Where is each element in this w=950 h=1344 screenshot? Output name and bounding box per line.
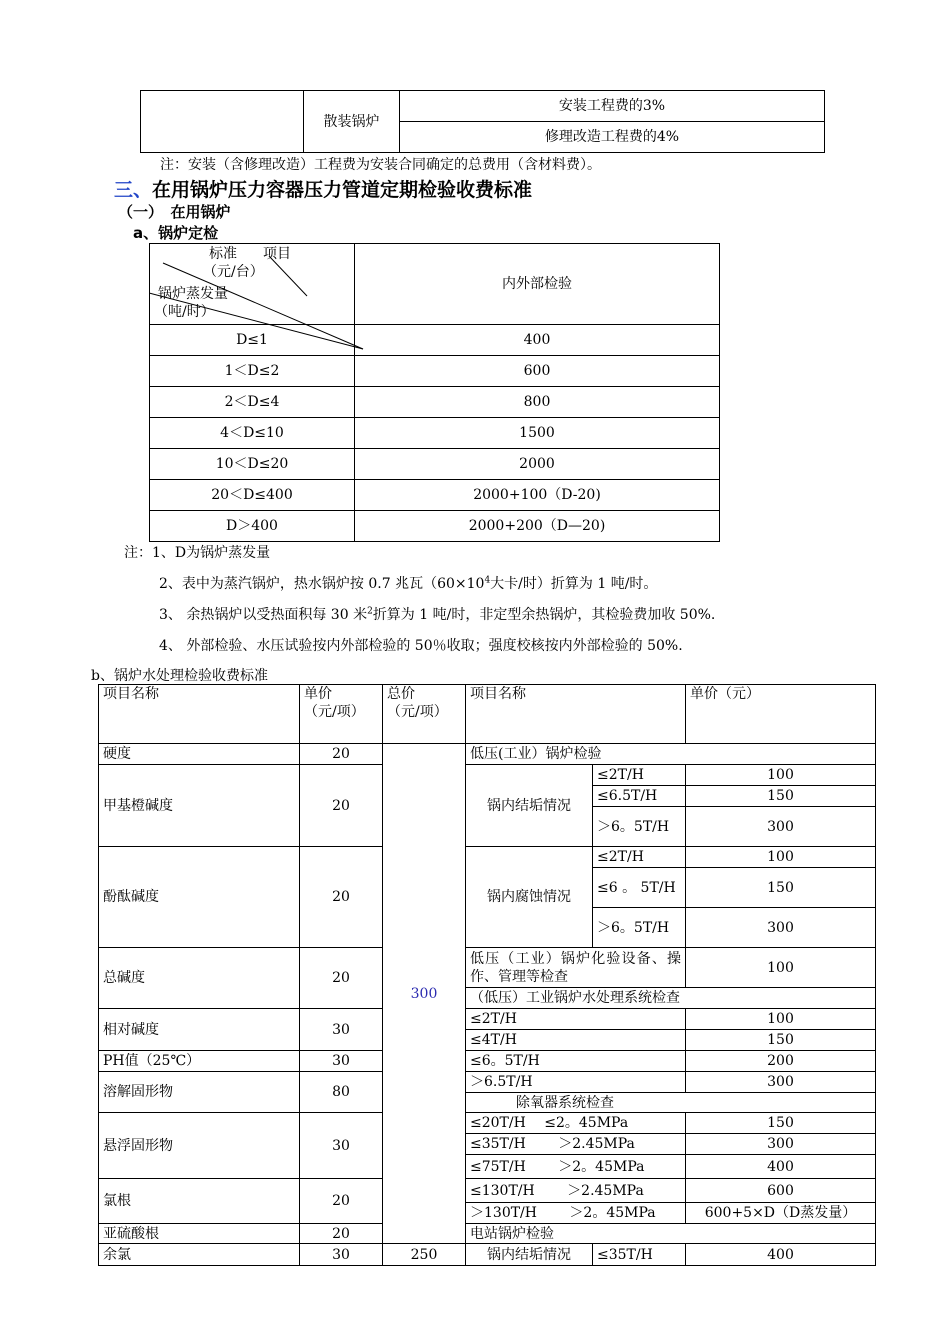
item-price: 30 bbox=[300, 1009, 383, 1051]
station-scale-condition: ≤35T/H bbox=[593, 1244, 686, 1266]
price: 150 bbox=[686, 1030, 876, 1051]
condition: ≤130T/H ＞2.45MPa bbox=[466, 1179, 686, 1203]
note-2-text-end: 大卡/时）折算为 1 吨/时。 bbox=[490, 576, 658, 592]
price: 100 bbox=[686, 847, 876, 868]
price: 150 bbox=[686, 868, 876, 908]
header-total-price-label: 总价 bbox=[387, 686, 415, 702]
fee-value: 400 bbox=[355, 325, 720, 356]
condition: ≤20T/H ≤2。45MPa bbox=[466, 1113, 686, 1134]
total-price-250: 250 bbox=[383, 1244, 466, 1266]
top-note: 注：安装（含修理改造）工程费为安装合同确定的总费用（含材料费）。 bbox=[160, 157, 601, 173]
price: 150 bbox=[686, 786, 876, 807]
price: 400 bbox=[686, 1155, 876, 1179]
item-name: 亚硫酸根 bbox=[99, 1224, 300, 1244]
item-name: 甲基橙碱度 bbox=[99, 765, 300, 847]
corrosion-label: 锅内腐蚀情况 bbox=[466, 847, 593, 948]
capacity-range: 1＜D≤2 bbox=[150, 356, 355, 387]
header-total-price bbox=[383, 685, 466, 744]
capacity-range: 20＜D≤400 bbox=[150, 480, 355, 511]
repair-fee-rate: 修理改造工程费的4% bbox=[400, 122, 825, 153]
condition: ≤6 。 5T/H bbox=[593, 868, 686, 908]
low-pressure-boiler-title: 低压(工业）锅炉检验 bbox=[466, 744, 876, 765]
header-unit-price-label: 单价 bbox=[304, 686, 332, 702]
item-name: 相对碱度 bbox=[99, 1009, 300, 1051]
fee-value: 2000 bbox=[355, 449, 720, 480]
scattered-boiler-label: 散装锅炉 bbox=[304, 91, 400, 153]
station-boiler-title: 电站锅炉检验 bbox=[466, 1224, 876, 1244]
header-item-name-2: 项目名称 bbox=[466, 685, 686, 744]
capacity-range: 10＜D≤20 bbox=[150, 449, 355, 480]
header-unit-price bbox=[300, 685, 383, 744]
note-4: 4、 外部检验、水压试验按内外部检验的 50％收取；强度校核按内外部检验的 50%. bbox=[159, 638, 683, 654]
condition: ＞130T/H ＞2。45MPa bbox=[466, 1203, 686, 1224]
item-name: 悬浮固形物 bbox=[99, 1113, 300, 1179]
condition: ≤6.5T/H bbox=[593, 786, 686, 807]
condition: ≤4T/H bbox=[466, 1030, 686, 1051]
fee-value: 1500 bbox=[355, 418, 720, 449]
item-price: 20 bbox=[300, 1224, 383, 1244]
header-standard-label: 标准 bbox=[209, 246, 237, 262]
install-fee-rate: 安装工程费的3% bbox=[400, 91, 825, 122]
lab-check-label: 低压（工业）锅炉化验设备、操作、管理等检查 bbox=[466, 948, 686, 988]
capacity-range: 2＜D≤4 bbox=[150, 387, 355, 418]
header-unit-price-unit: （元/项） bbox=[304, 704, 365, 720]
price: 300 bbox=[686, 807, 876, 847]
note-2-superscript: 4 bbox=[484, 575, 491, 586]
total-price-300: 300 bbox=[383, 744, 466, 1244]
fee-value: 2000+100（D-20) bbox=[355, 480, 720, 511]
condition: ≤75T/H ＞2。45MPa bbox=[466, 1155, 686, 1179]
note-3-text: 3、 余热锅炉以受热面积每 30 米 bbox=[159, 607, 368, 623]
item-name: PH值（25℃） bbox=[99, 1051, 300, 1072]
subsection-b-heading: b、锅炉水处理检验收费标准 bbox=[91, 668, 268, 684]
price: 100 bbox=[686, 1009, 876, 1030]
deaerator-title: 除氧器系统检查 bbox=[466, 1093, 876, 1113]
item-price: 30 bbox=[300, 1113, 383, 1179]
condition: ≤35T/H ＞2.45MPa bbox=[466, 1134, 686, 1155]
water-treatment-fee-table bbox=[98, 684, 876, 1266]
header-unit-label: （元/台） bbox=[203, 264, 264, 280]
note-2-text: 2、表中为蒸汽锅炉，热水锅炉按 0.7 兆瓦（60×10 bbox=[159, 576, 485, 592]
price: 600+5×D（D蒸发量） bbox=[686, 1203, 876, 1224]
condition: ≤2T/H bbox=[466, 1009, 686, 1030]
price: 200 bbox=[686, 1051, 876, 1072]
header-item-name: 项目名称 bbox=[99, 685, 300, 744]
header-item-label: 项目 bbox=[263, 246, 291, 262]
fee-value: 800 bbox=[355, 387, 720, 418]
note-3-text-end: 折算为 1 吨/时，非定型余热锅炉，其检验费加收 50%. bbox=[372, 607, 716, 623]
price: 600 bbox=[686, 1179, 876, 1203]
boiler-inspection-table-wrap bbox=[149, 243, 719, 539]
capacity-range: D＞400 bbox=[150, 511, 355, 542]
item-name: 余氯 bbox=[99, 1244, 300, 1266]
station-scale-price: 400 bbox=[686, 1244, 876, 1266]
station-scale-label: 锅内结垢情况 bbox=[466, 1244, 593, 1266]
note-3-superscript: 2 bbox=[367, 606, 373, 617]
subsection-a-heading: a、锅炉定检 bbox=[133, 224, 219, 242]
item-price: 30 bbox=[300, 1051, 383, 1072]
item-name: 氯根 bbox=[99, 1179, 300, 1224]
header-total-price-unit: （元/项） bbox=[387, 704, 448, 720]
capacity-range: 4＜D≤10 bbox=[150, 418, 355, 449]
price: 150 bbox=[686, 1113, 876, 1134]
item-name: 硬度 bbox=[99, 744, 300, 765]
fee-value: 600 bbox=[355, 356, 720, 387]
water-system-title: （低压）工业锅炉水处理系统检查 bbox=[466, 988, 876, 1009]
header-capacity-label: 锅炉蒸发量 bbox=[158, 286, 228, 302]
note-3 bbox=[159, 604, 715, 624]
item-price: 30 bbox=[300, 1244, 383, 1266]
condition: ≤2T/H bbox=[593, 765, 686, 786]
scale-label: 锅内结垢情况 bbox=[466, 765, 593, 847]
lab-check-price: 100 bbox=[686, 948, 876, 988]
price: 100 bbox=[686, 765, 876, 786]
fee-value: 2000+200（D—20) bbox=[355, 511, 720, 542]
item-price: 20 bbox=[300, 765, 383, 847]
condition: ＞6.5T/H bbox=[466, 1072, 686, 1093]
condition: ＞6。5T/H bbox=[593, 908, 686, 948]
inner-outer-inspection-header: 内外部检验 bbox=[355, 244, 720, 325]
header-capacity-unit: （吨/时） bbox=[154, 304, 215, 320]
item-price: 20 bbox=[300, 948, 383, 1009]
item-price: 20 bbox=[300, 847, 383, 948]
top-fee-table bbox=[140, 90, 825, 153]
item-name: 溶解固形物 bbox=[99, 1072, 300, 1113]
price: 300 bbox=[686, 1072, 876, 1093]
subsection-heading: （一） 在用锅炉 bbox=[118, 203, 231, 221]
item-price: 20 bbox=[300, 1179, 383, 1224]
section-heading bbox=[114, 175, 532, 202]
item-price: 20 bbox=[300, 744, 383, 765]
note-2 bbox=[159, 573, 657, 593]
price: 300 bbox=[686, 1134, 876, 1155]
item-price: 80 bbox=[300, 1072, 383, 1113]
price: 300 bbox=[686, 908, 876, 948]
note-1: 注：1、D为锅炉蒸发量 bbox=[124, 545, 271, 561]
section-number: 三、 bbox=[114, 179, 153, 201]
item-name: 总碱度 bbox=[99, 948, 300, 1009]
condition: ≤6。5T/H bbox=[466, 1051, 686, 1072]
condition: ＞6。5T/H bbox=[593, 807, 686, 847]
section-title: 在用锅炉压力容器压力管道定期检验收费标准 bbox=[152, 179, 533, 201]
header-unit-price-2: 单价（元） bbox=[686, 685, 876, 744]
capacity-range: D≤1 bbox=[150, 325, 355, 356]
condition: ≤2T/H bbox=[593, 847, 686, 868]
item-name: 酚酞碱度 bbox=[99, 847, 300, 948]
empty-cell bbox=[141, 91, 304, 153]
